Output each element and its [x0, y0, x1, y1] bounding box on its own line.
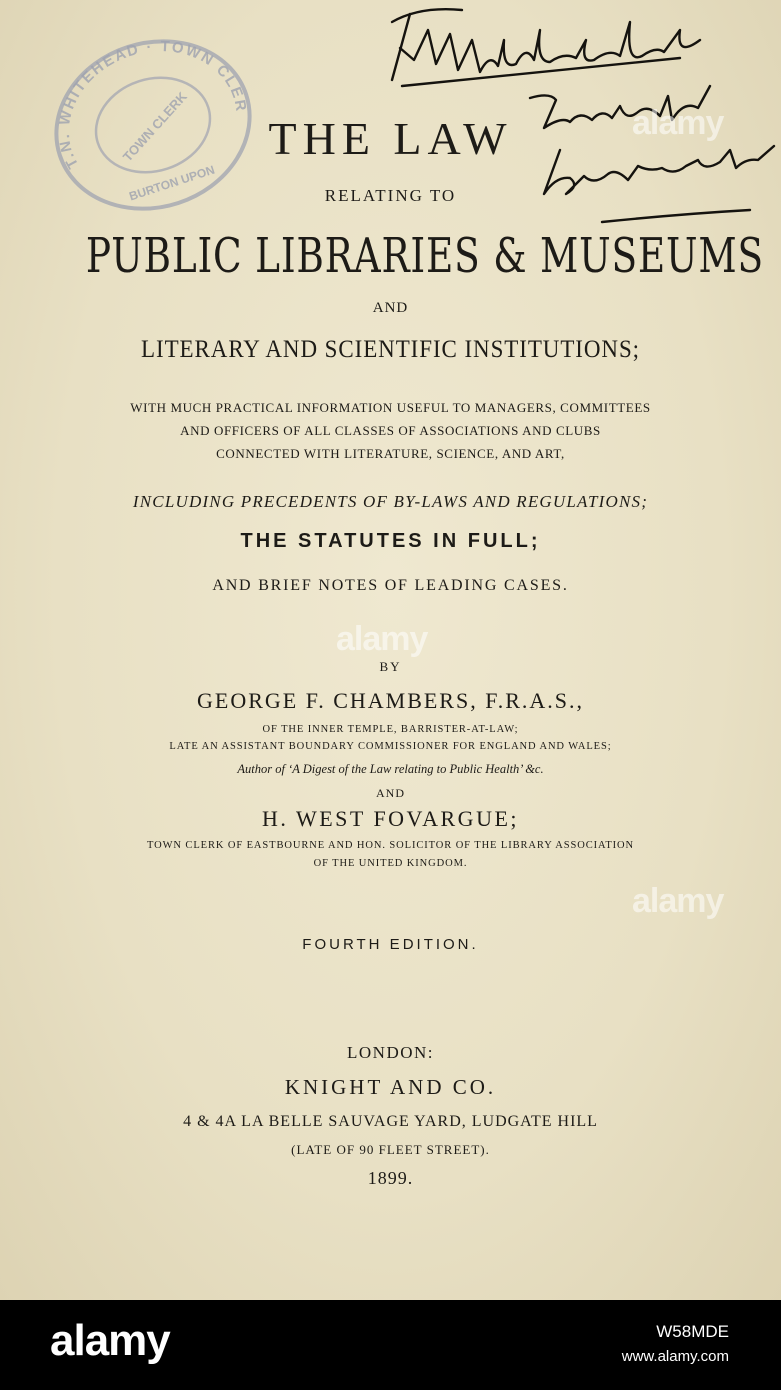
watermark: alamy: [632, 104, 724, 142]
author-1-works: Author of ‘A Digest of the Law relating to Public Health’ &c.: [237, 762, 544, 776]
image-id: W58MDE: [656, 1322, 729, 1341]
and-connector: AND: [372, 300, 409, 316]
svg-text:BURTON UPON: BURTON UPON: [127, 162, 217, 204]
including-line: INCLUDING PRECEDENTS OF BY-LAWS AND REGULATIONS;: [132, 492, 649, 511]
imprint-year: 1899.: [367, 1168, 414, 1188]
author-2-name: H. WEST FOVARGUE;: [261, 806, 520, 831]
and-connector: AND: [376, 786, 405, 800]
description-line: CONNECTED WITH LITERATURE, SCIENCE, AND ART,: [216, 446, 565, 461]
imprint-publisher: KNIGHT AND CO.: [284, 1075, 497, 1099]
description-line: WITH MUCH PRACTICAL INFORMATION USEFUL TO MANAGERS, COMMITTEES: [130, 400, 651, 415]
author-2-credential: OF THE UNITED KINGDOM.: [313, 858, 468, 869]
brief-notes-line: AND BRIEF NOTES OF LEADING CASES.: [212, 577, 569, 594]
statutes-line: THE STATUTES IN FULL;: [240, 530, 541, 552]
watermark: alamy: [336, 620, 428, 658]
footer-bar: [0, 1300, 781, 1390]
subtitle: LITERARY AND SCIENTIFIC INSTITUTIONS;: [141, 336, 640, 363]
main-title: PUBLIC LIBRARIES & MUSEUMS: [85, 228, 764, 284]
imprint-city: LONDON:: [347, 1043, 434, 1062]
edition-label: FOURTH EDITION.: [302, 936, 479, 953]
author-1-credential: LATE AN ASSISTANT BOUNDARY COMMISSIONER FOR ENGLAND AND WALES;: [169, 741, 612, 752]
watermark: alamy: [632, 882, 724, 920]
by-label: BY: [379, 659, 402, 674]
brand-logo: alamy: [50, 1316, 170, 1365]
imprint-address: 4 & 4A LA BELLE SAUVAGE YARD, LUDGATE HILL: [183, 1113, 598, 1130]
relating-to-text: RELATING TO: [324, 186, 457, 205]
site-url: www.alamy.com: [621, 1348, 729, 1365]
svg-text:T.N. WHITEHEAD · TOWN CLERK: T.N. WHITEHEAD · TOWN CLERK: [55, 38, 250, 172]
author-1-name: GEORGE F. CHAMBERS, F.R.A.S.,: [197, 688, 584, 713]
svg-text:TOWN CLERK: TOWN CLERK: [119, 89, 190, 165]
imprint-former-address: (LATE OF 90 FLEET STREET).: [291, 1142, 490, 1157]
book-title: THE LAW: [268, 113, 513, 164]
author-1-credential: OF THE INNER TEMPLE, BARRISTER-AT-LAW;: [262, 724, 519, 735]
description-line: AND OFFICERS OF ALL CLASSES OF ASSOCIATIONS AND CLUBS: [180, 423, 601, 438]
author-2-credential: TOWN CLERK OF EASTBOURNE AND HON. SOLICITOR OF THE LIBRARY ASSOCIATION: [146, 840, 634, 851]
